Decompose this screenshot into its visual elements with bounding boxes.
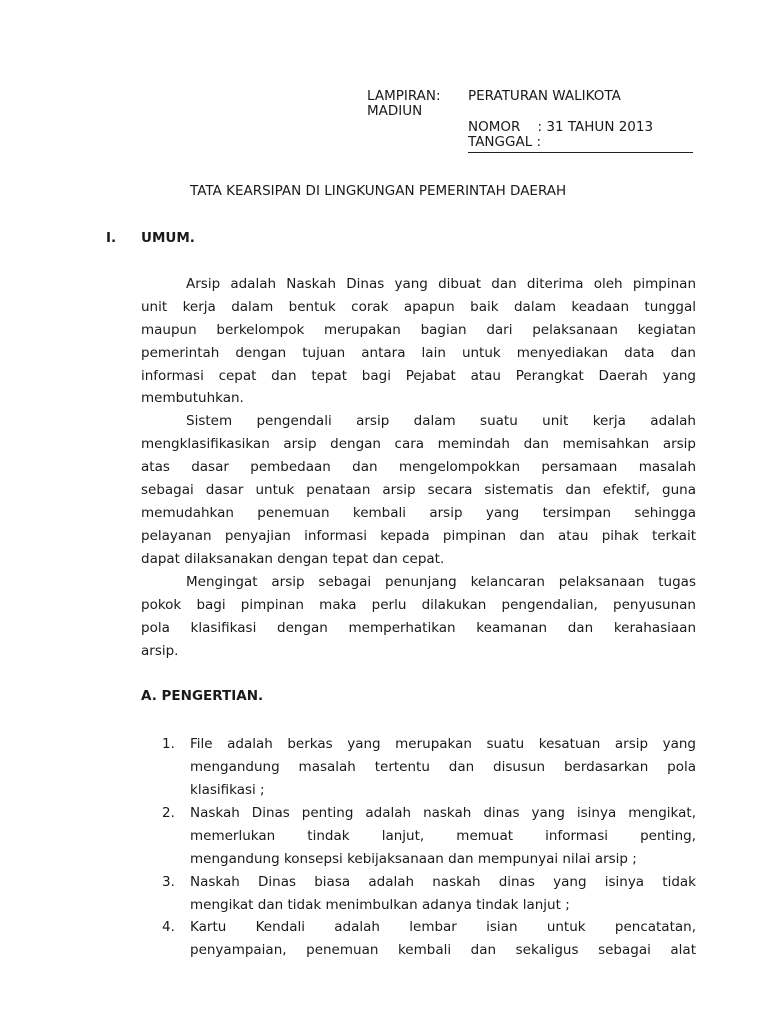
para3-line: arsip. [141, 643, 179, 659]
list-item-line: Kartu Kendali adalah lembar isian untuk pencatatan, [190, 919, 696, 935]
para1-line: maupun berkelompok merupakan bagian dari pelaksanaan kegiatan [141, 322, 696, 338]
list-item-line: penyampaian, penemuan kembali dan sekaligus sebagai alat [190, 942, 696, 958]
list-item-line: Naskah Dinas biasa adalah naskah dinas yang isinya tidak [190, 874, 696, 890]
list-item-line: memerlukan tindak lanjut, memuat informasi penting, [190, 828, 696, 844]
para2-line: atas dasar pembedaan dan mengelompokkan persamaan masalah [141, 459, 696, 475]
list-number: 3. [162, 874, 175, 890]
list-item-line: Naskah Dinas penting adalah naskah dinas yang isinya mengikat, [190, 805, 696, 821]
para2-line: mengklasifikasikan arsip dengan cara memindah dan memisahkan arsip [141, 436, 696, 452]
para2-line: memudahkan penemuan kembali arsip yang tersimpan sehingga [141, 505, 696, 521]
city-name: MADIUN [367, 103, 423, 119]
para2-line: sebagai dasar untuk penataan arsip secara sistematis dan efektif, guna [141, 482, 696, 498]
para1-line: pemerintah dengan tujuan antara lain untuk menyediakan data dan [141, 345, 696, 361]
nomor-line: NOMOR : 31 TAHUN 2013 [468, 119, 654, 135]
para3-line: pokok bagi pimpinan maka perlu dilakukan pengendalian, penyusunan [141, 597, 696, 613]
para2-line: dapat dilaksanakan dengan tepat dan cepat. [141, 551, 445, 567]
lampiran-value: PERATURAN WALIKOTA [468, 88, 621, 104]
tanggal-line: TANGGAL : [468, 134, 542, 150]
para1-line: membutuhkan. [141, 390, 244, 406]
para3-line: Mengingat arsip sebagai penunjang kelancaran pelaksanaan tugas [186, 574, 696, 590]
list-number: 4. [162, 919, 175, 935]
subsection-heading: A. PENGERTIAN. [141, 688, 264, 704]
list-number: 2. [162, 805, 175, 821]
list-item-line: mengandung masalah tertentu dan disusun berdasarkan pola [190, 759, 696, 775]
lampiran-label: LAMPIRAN: [367, 88, 441, 104]
list-item-line: mengikat dan tidak menimbulkan adanya tindak lanjut ; [190, 897, 570, 913]
section-number: I. [106, 230, 117, 246]
list-item-line: File adalah berkas yang merupakan suatu kesatuan arsip yang [190, 736, 696, 752]
para2-line: Sistem pengendali arsip dalam suatu unit kerja adalah [186, 413, 696, 429]
para3-line: pola klasifikasi dengan memperhatikan keamanan dan kerahasiaan [141, 620, 696, 636]
para2-line: pelayanan penyajian informasi kepada pimpinan dan atau pihak terkait [141, 528, 696, 544]
para1-line: informasi cepat dan tepat bagi Pejabat atau Perangkat Daerah yang [141, 368, 696, 384]
list-item-line: klasifikasi ; [190, 782, 265, 798]
section-heading: UMUM. [141, 230, 195, 246]
list-item-line: mengandung konsepsi kebijaksanaan dan mempunyai nilai arsip ; [190, 851, 637, 867]
header-underline [468, 152, 693, 153]
para1-line: Arsip adalah Naskah Dinas yang dibuat dan diterima oleh pimpinan [186, 276, 696, 292]
para1-line: unit kerja dalam bentuk corak apapun baik dalam keadaan tunggal [141, 299, 696, 315]
list-number: 1. [162, 736, 175, 752]
document-title: TATA KEARSIPAN DI LINGKUNGAN PEMERINTAH DAERAH [190, 183, 567, 199]
